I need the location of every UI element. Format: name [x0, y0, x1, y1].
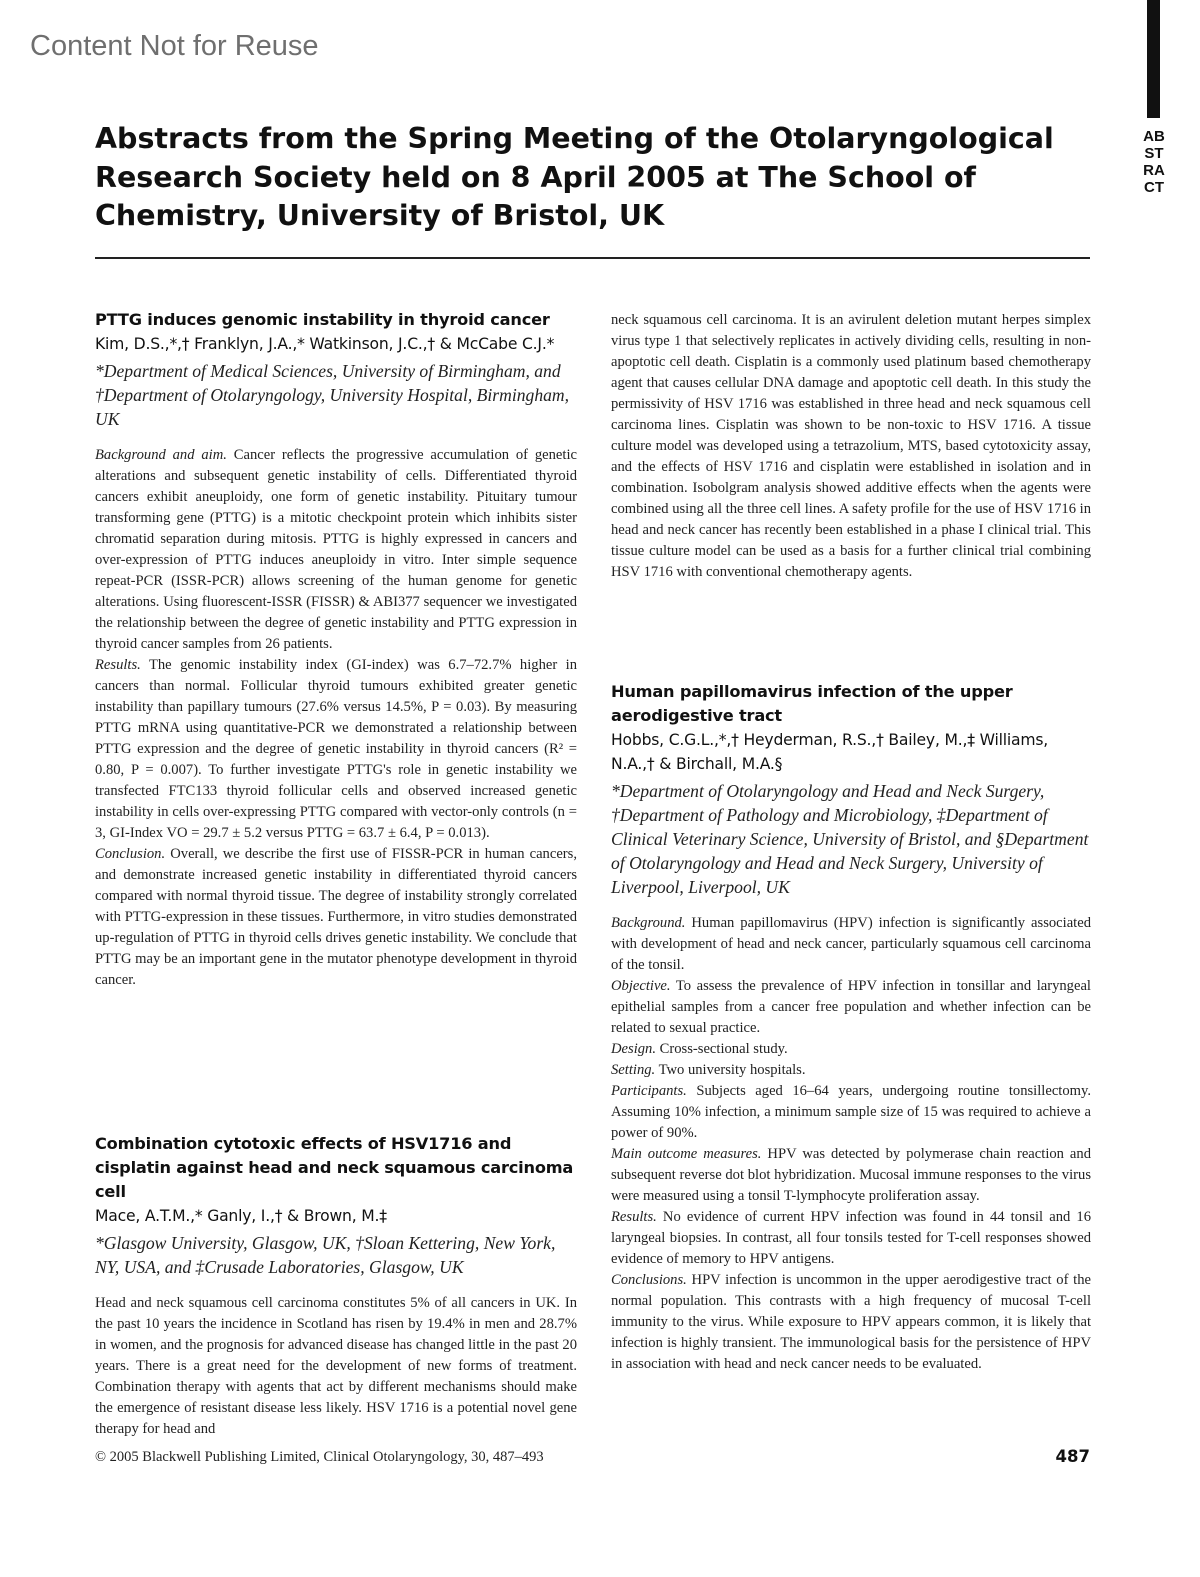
abstract-section	[611, 1060, 1091, 1081]
section-text: Head and neck squamous cell carcinoma constitutes 5% of all cancers in UK. In the past 10 years the incidence in Scotland has risen by 19.4% in men and 28.7% in women, and the prognosis for advanced disease has changed little in the past 20 years. There is a great need for the development of new forms of treatment. Combination therapy with agents that act by different mechanisms should make the emergence of resistant disease less likely. HSV 1716 is a potential novel gene therapy for head and	[95, 1295, 577, 1437]
abstract-section	[611, 1144, 1091, 1207]
section-lead: Results.	[95, 657, 141, 673]
section-text: Overall, we describe the first use of FISSR-PCR in human cancers, and demonstrate increased genetic instability in differentiated thyroid cancers compared with normal thyroid tissue. The degree of instability strongly correlated with PTTG-expression in these tissues. Furthermore, in vitro studies demonstrated up-regulation of PTTG in thyroid cells drives genetic instability. We conclude that PTTG may be an important gene in the mutator phenotype development in thyroid cancer.	[95, 846, 577, 988]
abstract-section	[611, 1081, 1091, 1144]
section-lead: Results.	[611, 1209, 657, 1225]
section-text: Cancer reflects the progressive accumulation of genetic alterations and subsequent genetic instability of cells. Differentiated thyroid cancers exhibit aneuploidy, one form of genetic instability. Pituitary tumour transforming gene (PTTG) is a mitotic checkpoint protein which inhibits sister chromatid separation during mitosis. PTTG is highly expressed in cancers and over-expression of PTTG induces aneuploidy in vitro. Inter simple sequence repeat-PCR (ISSR-PCR) allows screening of the human genome for genetic alterations. Using fluorescent-ISSR (FISSR) & ABI377 sequencer we investigated the relationship between the degree of genetic instability and PTTG expression in thyroid cancer samples from 26 patients.	[95, 447, 578, 652]
abstract-title: PTTG induces genomic instability in thyroid cancer	[95, 310, 550, 329]
abstract-affiliation: *Department of Otolaryngology and Head and Neck Surgery, †Department of Pathology and Microbiology, ‡Department of Clinical Veterinary Science, University of Bristol, and §Department of Otolaryngology and Head and Neck Surgery, University of Liverpool, Liverpool, UK	[611, 781, 1089, 897]
abstract-hpv	[611, 680, 1091, 1375]
section-lead: Setting.	[611, 1062, 656, 1078]
abstract-section	[611, 976, 1091, 1039]
section-lead: Objective.	[611, 978, 671, 994]
section-text: Cross-sectional study.	[659, 1041, 788, 1057]
section-lead: Conclusion.	[95, 846, 166, 862]
watermark: Content Not for Reuse	[30, 30, 319, 62]
section-lead: Main outcome measures.	[611, 1146, 762, 1162]
abstract-section	[95, 844, 577, 991]
footer-copyright: © 2005 Blackwell Publishing Limited, Clinical Otolaryngology, 30, 487–493	[95, 1449, 544, 1465]
page-number: 487	[1055, 1447, 1090, 1466]
abstract-continuation: neck squamous cell carcinoma. It is an avirulent deletion mutant herpes simplex virus type 1 that selectively replicates in actively dividing cells, resulting in non-apoptotic cell death. Cisplatin is a commonly used platinum based chemotherapy agent that causes cellular DNA damage and apoptotic cell death. In this study the permissivity of HSV 1716 was established in three head and neck squamous cell carcinoma lines. Cisplatin was shown to be non-toxic to HSV 1716. A tissue culture model was developed using a tetrazolium, MTS, based cytotoxicity assay, and the effects of HSV 1716 and cisplatin were established in isolation and in combination. Isobolgram analysis showed additive effects when the agents were combined using all the three cell lines. A safety profile for the use of HSV 1716 in head and neck cancer has recently been established in a phase I clinical trial. This tissue culture model can be used as a basis for a further clinical trial combining HSV 1716 with conventional chemotherapy agents.	[611, 312, 1092, 580]
section-lead: Conclusions.	[611, 1272, 687, 1288]
abstract-affiliation: *Department of Medical Sciences, University of Birmingham, and †Department of Otolaryngology, University Hospital, Birmingham, UK	[95, 361, 570, 429]
section-lead: Background and aim.	[95, 447, 227, 463]
section-text: HPV was detected by polymerase chain reaction and subsequent reverse dot blot hybridization. Mucosal immune responses to the virus were measured using a tonsil T-lymphocyte proliferation assay.	[611, 1146, 1092, 1204]
abstract-hsv1716	[95, 1132, 577, 1440]
abstract-section	[611, 1207, 1091, 1270]
abstract-affiliation: *Glasgow University, Glasgow, UK, †Sloan Kettering, New York, NY, USA, and ‡Crusade Laboratories, Glasgow, UK	[95, 1233, 556, 1277]
abstract-section	[95, 655, 577, 844]
abstract-body	[611, 310, 1091, 583]
side-tab-bar	[1147, 0, 1160, 118]
section-lead: Participants.	[611, 1083, 687, 1099]
abstract-section	[95, 1293, 577, 1440]
abstract-pttg	[95, 308, 577, 991]
page-title: Abstracts from the Spring Meeting of the Otolaryngological Research Society held on 8 April 2005 at The School of Chemistry, University of Bristol, UK	[95, 122, 1054, 232]
section-text: HPV infection is uncommon in the upper aerodigestive tract of the normal population. This contrasts with a high frequency of mucosal T-cell immunity to the virus. While exposure to HPV appears common, it is likely that infection is highly transient. The immunological basis for the persistence of HPV in association with head and neck cancer needs to be evaluated.	[611, 1272, 1091, 1372]
section-text: Subjects aged 16–64 years, undergoing routine tonsillectomy. Assuming 10% infection, a minimum sample size of 15 was required to achieve a power of 90%.	[611, 1083, 1091, 1141]
section-text: To assess the prevalence of HPV infection in tonsillar and laryngeal epithelial samples from a cancer free population and whether infection can be related to sexual practice.	[611, 978, 1091, 1036]
abstract-authors: Mace, A.T.M.,* Ganly, I.,† & Brown, M.‡	[95, 1207, 387, 1225]
abstract-section	[95, 445, 577, 655]
section-text: Two university hospitals.	[658, 1062, 806, 1078]
abstract-body	[95, 445, 577, 991]
abstract-section	[611, 1039, 1091, 1060]
section-lead: Background.	[611, 915, 686, 931]
abstract-title: Combination cytotoxic effects of HSV1716 and cisplatin against head and neck squamous carcinoma cell	[95, 1134, 574, 1201]
section-text: The genomic instability index (GI-index) was 6.7–72.7% higher in cancers than normal. Follicular thyroid tumours exhibited greater genetic instability than papillary tumours (27.6% versus 14.5%, P = 0.03). By measuring PTTG mRNA using quantitative-PCR we demonstrated a relationship between PTTG expression and the degree of genetic instability in thyroid cancers (R² = 0.80, P = 0.007). To further investigate PTTG's role in genetic instability we transfected FTC133 thyroid follicular cells and observed increased genetic instability in cells over-expressing PTTG compared with vector-only controls (n = 3, GI-Index VO = 29.7 ± 5.2 versus PTTG = 63.7 ± 6.4, P = 0.013).	[95, 657, 577, 841]
abstract-title: Human papillomavirus infection of the upper aerodigestive tract	[611, 682, 1013, 725]
abstract-authors: Hobbs, C.G.L.,*,† Heyderman, R.S.,† Bailey, M.,‡ Williams, N.A.,† & Birchall, M.A.§	[611, 731, 1049, 773]
section-text: No evidence of current HPV infection was found in 44 tonsil and 16 laryngeal biopsies. In contrast, all four tonsils tested for T-cell responses showed evidence of memory to HPV antigens.	[611, 1209, 1091, 1267]
section-text: Human papillomavirus (HPV) infection is significantly associated with development of head and neck cancer, particularly squamous cell carcinoma of the tonsil.	[611, 915, 1092, 973]
abstract-authors: Kim, D.S.,*,† Franklyn, J.A.,* Watkinson, J.C.,† & McCabe C.J.*	[95, 335, 555, 353]
section-lead: Design.	[611, 1041, 656, 1057]
abstract-hsv1716-continued	[611, 310, 1091, 583]
abstract-section	[611, 1270, 1091, 1375]
abstract-section	[611, 913, 1091, 976]
abstract-body	[95, 1293, 577, 1440]
title-rule	[95, 257, 1090, 259]
section-label: ABSTRACT	[1143, 128, 1165, 197]
abstract-body	[611, 913, 1091, 1375]
